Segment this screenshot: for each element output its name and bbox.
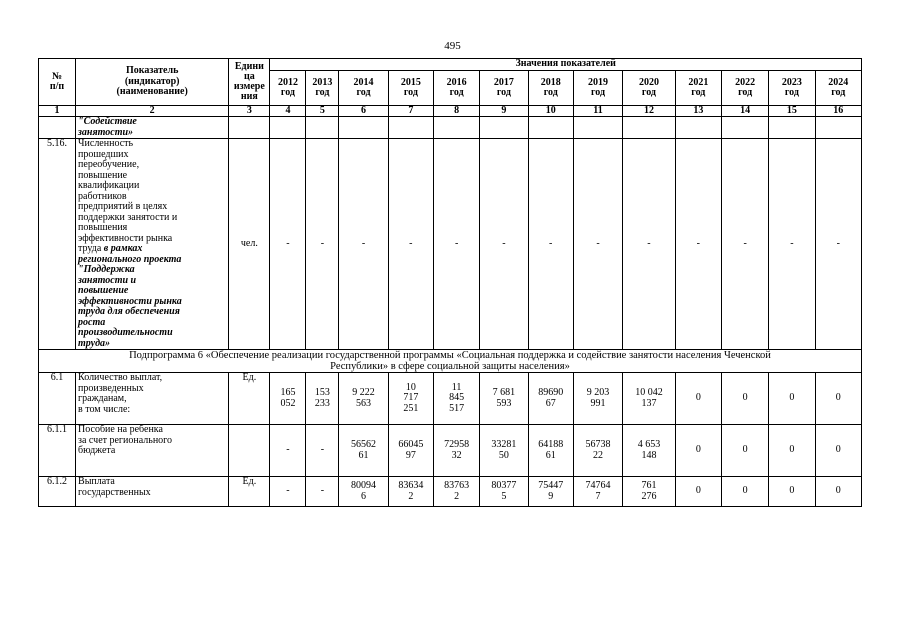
column-number-cell: 10	[528, 106, 573, 117]
value-cell: 165 052	[270, 373, 306, 425]
column-number-cell: 4	[270, 106, 306, 117]
column-number-cell: 14	[721, 106, 768, 117]
value-cell: -	[270, 139, 306, 350]
value-cell: 0	[675, 425, 721, 477]
row-number: 6.1.1	[39, 425, 76, 477]
value-cell: -	[528, 139, 573, 350]
value-cell: -	[573, 139, 622, 350]
value-cell: 64188 61	[528, 425, 573, 477]
value-cell: -	[815, 139, 861, 350]
indicator-name-plain: Численность прошедших переобучение, повышение квалификации работников предприятий в целях поддержки занятости и повышения эффективности рынка труда	[78, 138, 178, 254]
value-cell: 761 276	[623, 477, 675, 507]
value-cell: -	[270, 425, 306, 477]
col-header-unit: Едини ца измере ния	[229, 59, 270, 106]
value-cell: 0	[721, 477, 768, 507]
table-row	[39, 477, 862, 507]
value-cell: 0	[721, 373, 768, 425]
row-number	[39, 117, 76, 139]
column-number-cell: 15	[769, 106, 815, 117]
column-number-cell: 5	[306, 106, 339, 117]
row-unit	[229, 117, 270, 139]
value-cell	[573, 117, 622, 139]
col-header-indicator: Показатель (индикатор) (наименование)	[76, 59, 229, 106]
row-unit	[229, 425, 270, 477]
column-number-cell: 1	[39, 106, 76, 117]
value-cell	[675, 117, 721, 139]
table-row	[39, 117, 862, 139]
col-header-year: 2024 год	[815, 71, 861, 106]
value-cell	[623, 117, 675, 139]
value-cell: -	[480, 139, 528, 350]
value-cell: 0	[675, 477, 721, 507]
value-cell: 4 653 148	[623, 425, 675, 477]
value-cell: -	[623, 139, 675, 350]
column-number-cell: 9	[480, 106, 528, 117]
value-cell: -	[306, 425, 339, 477]
value-cell: 80377 5	[480, 477, 528, 507]
row-number: 5.16.	[39, 139, 76, 350]
col-header-num: № п/п	[39, 59, 76, 106]
value-cell	[480, 117, 528, 139]
row-number: 6.1	[39, 373, 76, 425]
column-number-cell: 16	[815, 106, 861, 117]
col-header-year: 2013 год	[306, 71, 339, 106]
value-cell: 66045 97	[388, 425, 433, 477]
value-cell: 0	[769, 373, 815, 425]
value-cell	[339, 117, 388, 139]
value-cell: 9 203 991	[573, 373, 622, 425]
value-cell: 0	[815, 477, 861, 507]
value-cell	[388, 117, 433, 139]
col-header-year: 2015 год	[388, 71, 433, 106]
table-row	[39, 373, 862, 425]
col-header-year: 2020 год	[623, 71, 675, 106]
column-number-cell: 7	[388, 106, 433, 117]
col-header-year: 2018 год	[528, 71, 573, 106]
col-header-year: 2019 год	[573, 71, 622, 106]
column-number-cell: 2	[76, 106, 229, 117]
row-unit: чел.	[229, 139, 270, 350]
value-cell: 33281 50	[480, 425, 528, 477]
row-indicator-name	[76, 117, 229, 139]
value-cell: 83763 2	[433, 477, 479, 507]
column-number-cell: 6	[339, 106, 388, 117]
value-cell: 0	[815, 373, 861, 425]
value-cell	[769, 117, 815, 139]
col-header-year: 2022 год	[721, 71, 768, 106]
page-number: 495	[444, 40, 461, 52]
value-cell: 89690 67	[528, 373, 573, 425]
table-row	[39, 425, 862, 477]
value-cell: 11 845 517	[433, 373, 479, 425]
value-cell: 83634 2	[388, 477, 433, 507]
column-number-cell: 13	[675, 106, 721, 117]
column-number-cell: 11	[573, 106, 622, 117]
column-number-cell: 12	[623, 106, 675, 117]
value-cell: 153 233	[306, 373, 339, 425]
value-cell: 72958 32	[433, 425, 479, 477]
value-cell: 0	[769, 425, 815, 477]
value-cell: -	[675, 139, 721, 350]
subprogram-row	[39, 350, 862, 373]
row-indicator-name: Выплата государственных	[76, 477, 229, 507]
col-header-year: 2016 год	[433, 71, 479, 106]
value-cell	[433, 117, 479, 139]
value-cell: 80094 6	[339, 477, 388, 507]
value-cell: -	[388, 139, 433, 350]
value-cell	[721, 117, 768, 139]
col-header-year: 2021 год	[675, 71, 721, 106]
value-cell: -	[270, 477, 306, 507]
value-cell: -	[306, 477, 339, 507]
col-header-year: 2014 год	[339, 71, 388, 106]
value-cell	[815, 117, 861, 139]
row-number: 6.1.2	[39, 477, 76, 507]
row-indicator-name	[76, 139, 229, 350]
value-cell: -	[769, 139, 815, 350]
table-row	[39, 139, 862, 350]
value-cell: 56738 22	[573, 425, 622, 477]
value-cell: -	[306, 139, 339, 350]
value-cell: 56562 61	[339, 425, 388, 477]
value-cell	[270, 117, 306, 139]
col-header-year: 2017 год	[480, 71, 528, 106]
indicators-table	[38, 58, 862, 507]
value-cell: 9 222 563	[339, 373, 388, 425]
col-header-year: 2023 год	[769, 71, 815, 106]
value-cell: 7 681 593	[480, 373, 528, 425]
value-cell: 10 042 137	[623, 373, 675, 425]
indicator-name-emphasis: "Содействие занятости»	[78, 116, 137, 138]
value-cell: 75447 9	[528, 477, 573, 507]
value-cell: 10 717 251	[388, 373, 433, 425]
column-number-cell: 3	[229, 106, 270, 117]
value-cell: -	[339, 139, 388, 350]
value-cell: 0	[675, 373, 721, 425]
value-cell: 0	[721, 425, 768, 477]
value-cell: 0	[815, 425, 861, 477]
col-header-values-group: Значения показателей	[270, 59, 862, 71]
column-number-cell: 8	[433, 106, 479, 117]
row-indicator-name: Количество выплат, произведенных гражданам, в том числе:	[76, 373, 229, 425]
value-cell	[306, 117, 339, 139]
value-cell: -	[433, 139, 479, 350]
value-cell: 74764 7	[573, 477, 622, 507]
indicator-name-emphasis: в рамках регионального проекта "Поддержка занятости и повышение эффективности рынка труда для обеспечения роста производительности труда»	[78, 243, 182, 349]
value-cell: -	[721, 139, 768, 350]
value-cell	[528, 117, 573, 139]
row-indicator-name: Пособие на ребенка за счет регионального бюджета	[76, 425, 229, 477]
subprogram-title: Подпрограмма 6 «Обеспечение реализации государственной программы «Социальная поддержка и содействие занятости населения Чеченской Республики» в сфере социальной защиты населения»	[39, 350, 862, 373]
row-unit: Ед.	[229, 373, 270, 425]
col-header-year: 2012 год	[270, 71, 306, 106]
row-unit: Ед.	[229, 477, 270, 507]
value-cell: 0	[769, 477, 815, 507]
